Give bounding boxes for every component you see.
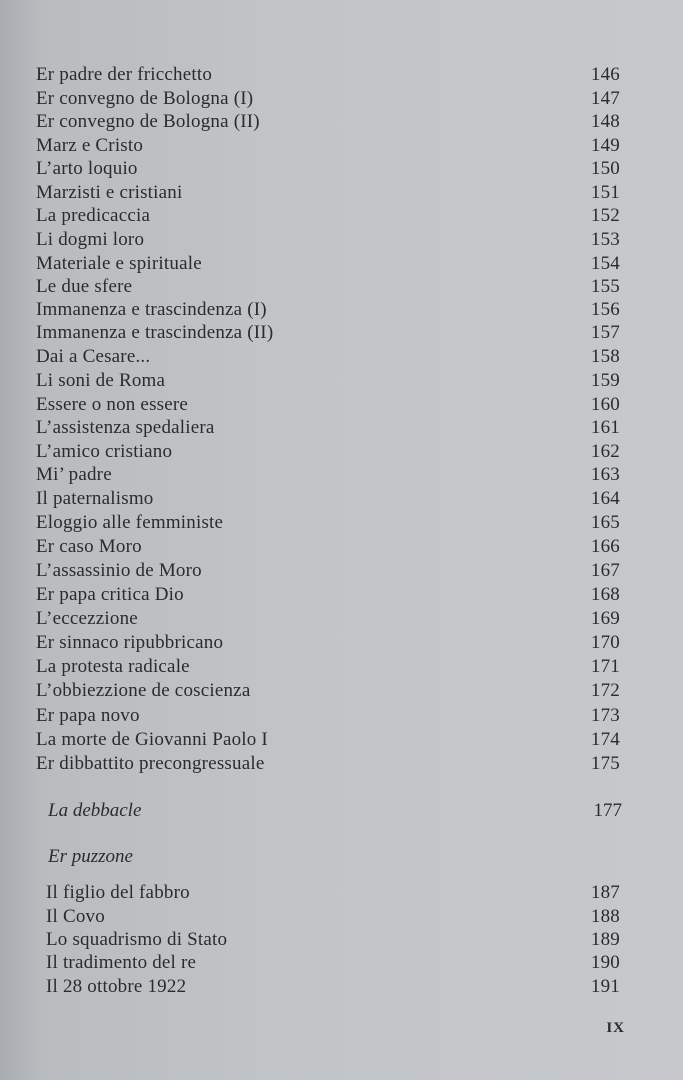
toc-entry: [36, 559, 620, 583]
toc-entry-title: Er dibbattito precongressuale: [36, 753, 265, 774]
section-page: 177: [593, 800, 622, 821]
toc-entry: [36, 607, 620, 631]
toc-entry: [36, 393, 620, 417]
toc-entry-page: 163: [590, 464, 620, 485]
toc-entry-title: Marz e Cristo: [36, 135, 144, 156]
toc-entry: [36, 535, 620, 559]
toc-entry-page: 166: [590, 536, 620, 557]
toc-entry-title: Dai a Cesare...: [36, 346, 151, 367]
toc-entry-page: 169: [590, 608, 620, 629]
toc-entry-title: Mi’ padre: [36, 464, 112, 485]
toc-entry: [36, 752, 620, 776]
toc-entry-page: 190: [590, 952, 620, 973]
toc-entry-title: Marzisti e cristiani: [36, 182, 183, 203]
toc-entry-page: 173: [590, 705, 620, 726]
toc-entry-title: Il Covo: [46, 906, 105, 927]
toc-entry-title: Lo squadrismo di Stato: [46, 929, 228, 950]
toc-entry-title: Materiale e spirituale: [36, 253, 202, 274]
toc-entry: [36, 463, 620, 487]
toc-entry: [36, 87, 620, 111]
toc-entry-title: Il paternalismo: [36, 488, 154, 509]
toc-entry: [46, 905, 620, 929]
toc-entry-page: 147: [590, 88, 620, 109]
toc-entry: [46, 928, 620, 952]
toc-entry-title: La predicaccia: [36, 205, 151, 226]
toc-entry-title: Le due sfere: [36, 276, 133, 297]
toc-entry: [36, 321, 620, 345]
toc-entry: [36, 252, 620, 276]
toc-entry: [36, 181, 620, 205]
toc-entry-page: 174: [590, 729, 620, 750]
toc-entry: [36, 157, 620, 181]
page-number: IX: [606, 1020, 625, 1036]
toc-entry-page: 172: [590, 680, 620, 701]
toc-entry: [36, 204, 620, 228]
toc-entry-page: 154: [590, 253, 620, 274]
toc-entry-title: L’eccezzione: [36, 608, 138, 629]
toc-entry-title: L’assistenza spedaliera: [36, 417, 215, 438]
toc-entry-title: Er papa critica Dio: [36, 584, 184, 605]
toc-entry-title: Er convegno de Bologna (I): [36, 88, 254, 109]
toc-entry: [36, 134, 620, 158]
section-heading: [48, 845, 622, 869]
toc-entry-page: 152: [590, 205, 620, 226]
toc-entry: [36, 583, 620, 607]
toc-entry-title: L’assassinio de Moro: [36, 560, 202, 581]
toc-entry: [46, 951, 620, 975]
toc-entry-page: 175: [590, 753, 620, 774]
toc-entry-page: 167: [590, 560, 620, 581]
section-title: La debbacle: [48, 800, 142, 821]
toc-entry: [36, 63, 620, 87]
toc-entry: [36, 345, 620, 369]
toc-entry-title: La morte de Giovanni Paolo I: [36, 729, 268, 750]
toc-entry-title: Essere o non essere: [36, 394, 189, 415]
toc-entry-page: 146: [590, 64, 620, 85]
toc-entry-page: 161: [590, 417, 620, 438]
toc-entry-title: Er sinnaco ripubbricano: [36, 632, 224, 653]
toc-entry: [36, 487, 620, 511]
toc-entry: [36, 655, 620, 679]
toc-entry-title: Il tradimento del re: [46, 952, 197, 973]
toc-entry-page: 162: [590, 441, 620, 462]
toc-entry-page: 156: [590, 299, 620, 320]
toc-entry-page: 191: [590, 976, 620, 997]
toc-entry-page: 170: [590, 632, 620, 653]
toc-entry: [36, 704, 620, 728]
toc-entry-page: 165: [590, 512, 620, 533]
toc-entry: [36, 110, 620, 134]
toc-entry-page: 149: [590, 135, 620, 156]
toc-entry-title: Li dogmi loro: [36, 229, 145, 250]
toc-entry-title: L’obbiezzione de coscienza: [36, 680, 251, 701]
toc-entry: [36, 679, 620, 703]
toc-entry-title: Immanenza e trascindenza (I): [36, 299, 267, 320]
toc-entry: [36, 416, 620, 440]
toc-entry: [36, 228, 620, 252]
toc-entry-title: Eloggio alle femministe: [36, 512, 224, 533]
toc-entry-page: 153: [590, 229, 620, 250]
toc-entry-page: 188: [590, 906, 620, 927]
toc-entry-page: 150: [590, 158, 620, 179]
toc-entry-title: Il 28 ottobre 1922: [46, 976, 187, 997]
toc-entry: [46, 881, 620, 905]
toc-entry-page: 168: [590, 584, 620, 605]
toc-entry-title: L’amico cristiano: [36, 441, 173, 462]
toc-entry: [36, 275, 620, 299]
toc-entry-page: 155: [590, 276, 620, 297]
toc-entry-title: Er padre der fricchetto: [36, 64, 213, 85]
toc-entry-page: 157: [590, 322, 620, 343]
toc-entry-page: 164: [590, 488, 620, 509]
section-title: Er puzzone: [48, 846, 133, 867]
toc-entry-page: 187: [590, 882, 620, 903]
section-heading: [48, 799, 622, 823]
toc-entry: [46, 975, 620, 999]
toc-entry-title: Er convegno de Bologna (II): [36, 111, 260, 132]
toc-entry: [36, 440, 620, 464]
toc-entry-page: 189: [590, 929, 620, 950]
toc-entry-page: 158: [590, 346, 620, 367]
toc-entry-page: 151: [590, 182, 620, 203]
toc-entry: [36, 511, 620, 535]
toc-entry: [36, 298, 620, 322]
toc-entry-title: La protesta radicale: [36, 656, 190, 677]
toc-entry: [36, 369, 620, 393]
toc-entry: [36, 631, 620, 655]
toc-entry-page: 160: [590, 394, 620, 415]
toc-entry-page: 171: [590, 656, 620, 677]
toc-entry-title: Il figlio del fabbro: [46, 882, 190, 903]
toc-entry-page: 148: [590, 111, 620, 132]
toc-entry-title: L’arto loquio: [36, 158, 138, 179]
toc-entry-title: Er caso Moro: [36, 536, 142, 557]
toc-entry-title: Er papa novo: [36, 705, 140, 726]
toc-entry-title: Li soni de Roma: [36, 370, 166, 391]
toc-entry: [36, 728, 620, 752]
toc-entry-title: Immanenza e trascindenza (II): [36, 322, 274, 343]
toc-entry-page: 159: [590, 370, 620, 391]
